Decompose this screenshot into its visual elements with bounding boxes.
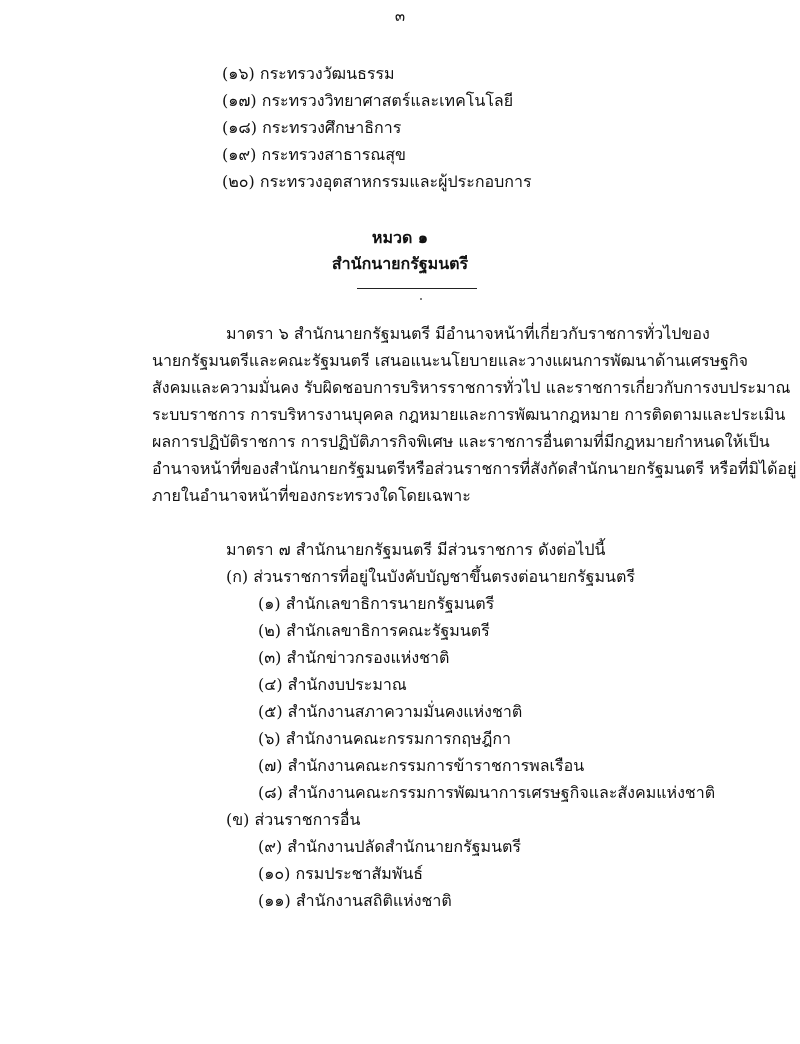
group-b-heading: (ข) ส่วนราชการอื่น bbox=[226, 810, 361, 829]
ministry-item: (๒๐) กระทรวงอุตสาหกรรมและผู้ประกอบการ bbox=[222, 172, 532, 191]
agency-item: (๔) สำนักงบประมาณ bbox=[258, 675, 407, 694]
section-7-intro: มาตรา ๗ สำนักนายกรัฐมนตรี มีส่วนราชการ ดังต่อไปนี้ bbox=[226, 540, 606, 559]
section-6-line: ระบบราชการ การบริหารงานบุคคล กฎหมายและการพัฒนากฎหมาย การติดตามและประเมิน bbox=[152, 405, 786, 424]
section-6-line: สังคมและความมั่นคง รับผิดชอบการบริหารราชการทั่วไป และราชการเกี่ยวกับการงบประมาณ bbox=[152, 378, 791, 397]
section-6-line: อำนาจหน้าที่ของสำนักนายกรัฐมนตรีหรือส่วนราชการที่สังกัดสำนักนายกรัฐมนตรี หรือที่มิได้อยู่ bbox=[152, 459, 797, 478]
page-number: ๓ bbox=[394, 7, 406, 25]
chapter-underline bbox=[357, 288, 477, 289]
scan-speck bbox=[420, 298, 422, 300]
agency-item: (๗) สำนักงานคณะกรรมการข้าราชการพลเรือน bbox=[258, 756, 585, 775]
agency-item: (๑๑) สำนักงานสถิติแห่งชาติ bbox=[258, 891, 452, 910]
agency-item: (๖) สำนักงานคณะกรรมการกฤษฎีกา bbox=[258, 729, 511, 748]
ministry-item: (๑๖) กระทรวงวัฒนธรรม bbox=[222, 64, 395, 83]
ministry-item: (๑๘) กระทรวงศึกษาธิการ bbox=[222, 118, 402, 137]
agency-item: (๘) สำนักงานคณะกรรมการพัฒนาการเศรษฐกิจและสังคมแห่งชาติ bbox=[258, 783, 716, 802]
agency-item: (๒) สำนักเลขาธิการคณะรัฐมนตรี bbox=[258, 621, 490, 640]
agency-item: (๑) สำนักเลขาธิการนายกรัฐมนตรี bbox=[258, 594, 495, 613]
section-6-line: ผลการปฏิบัติราชการ การปฏิบัติภารกิจพิเศษ และราชการอื่นตามที่มีกฎหมายกำหนดให้เป็น bbox=[152, 432, 770, 451]
agency-item: (๑๐) กรมประชาสัมพันธ์ bbox=[258, 864, 424, 883]
section-6-line: มาตรา ๖ สำนักนายกรัฐมนตรี มีอำนาจหน้าที่เกี่ยวกับราชการทั่วไปของ bbox=[226, 324, 710, 343]
section-6-line: นายกรัฐมนตรีและคณะรัฐมนตรี เสนอแนะนโยบายและวางแผนการพัฒนาด้านเศรษฐกิจ bbox=[152, 351, 749, 370]
agency-item: (๕) สำนักงานสภาความมั่นคงแห่งชาติ bbox=[258, 702, 523, 721]
section-6-line: ภายในอำนาจหน้าที่ของกระทรวงใดโดยเฉพาะ bbox=[152, 486, 471, 505]
chapter-label: หมวด ๑ bbox=[371, 228, 429, 247]
agency-item: (๓) สำนักข่าวกรองแห่งชาติ bbox=[258, 648, 450, 667]
ministry-item: (๑๗) กระทรวงวิทยาศาสตร์และเทคโนโลยี bbox=[222, 91, 514, 110]
ministry-item: (๑๙) กระทรวงสาธารณสุข bbox=[222, 145, 406, 164]
group-a-heading: (ก) ส่วนราชการที่อยู่ในบังคับบัญชาขึ้นตรงต่อนายกรัฐมนตรี bbox=[226, 567, 635, 586]
agency-item: (๙) สำนักงานปลัดสำนักนายกรัฐมนตรี bbox=[258, 837, 521, 856]
chapter-title: สำนักนายกรัฐมนตรี bbox=[331, 254, 469, 273]
